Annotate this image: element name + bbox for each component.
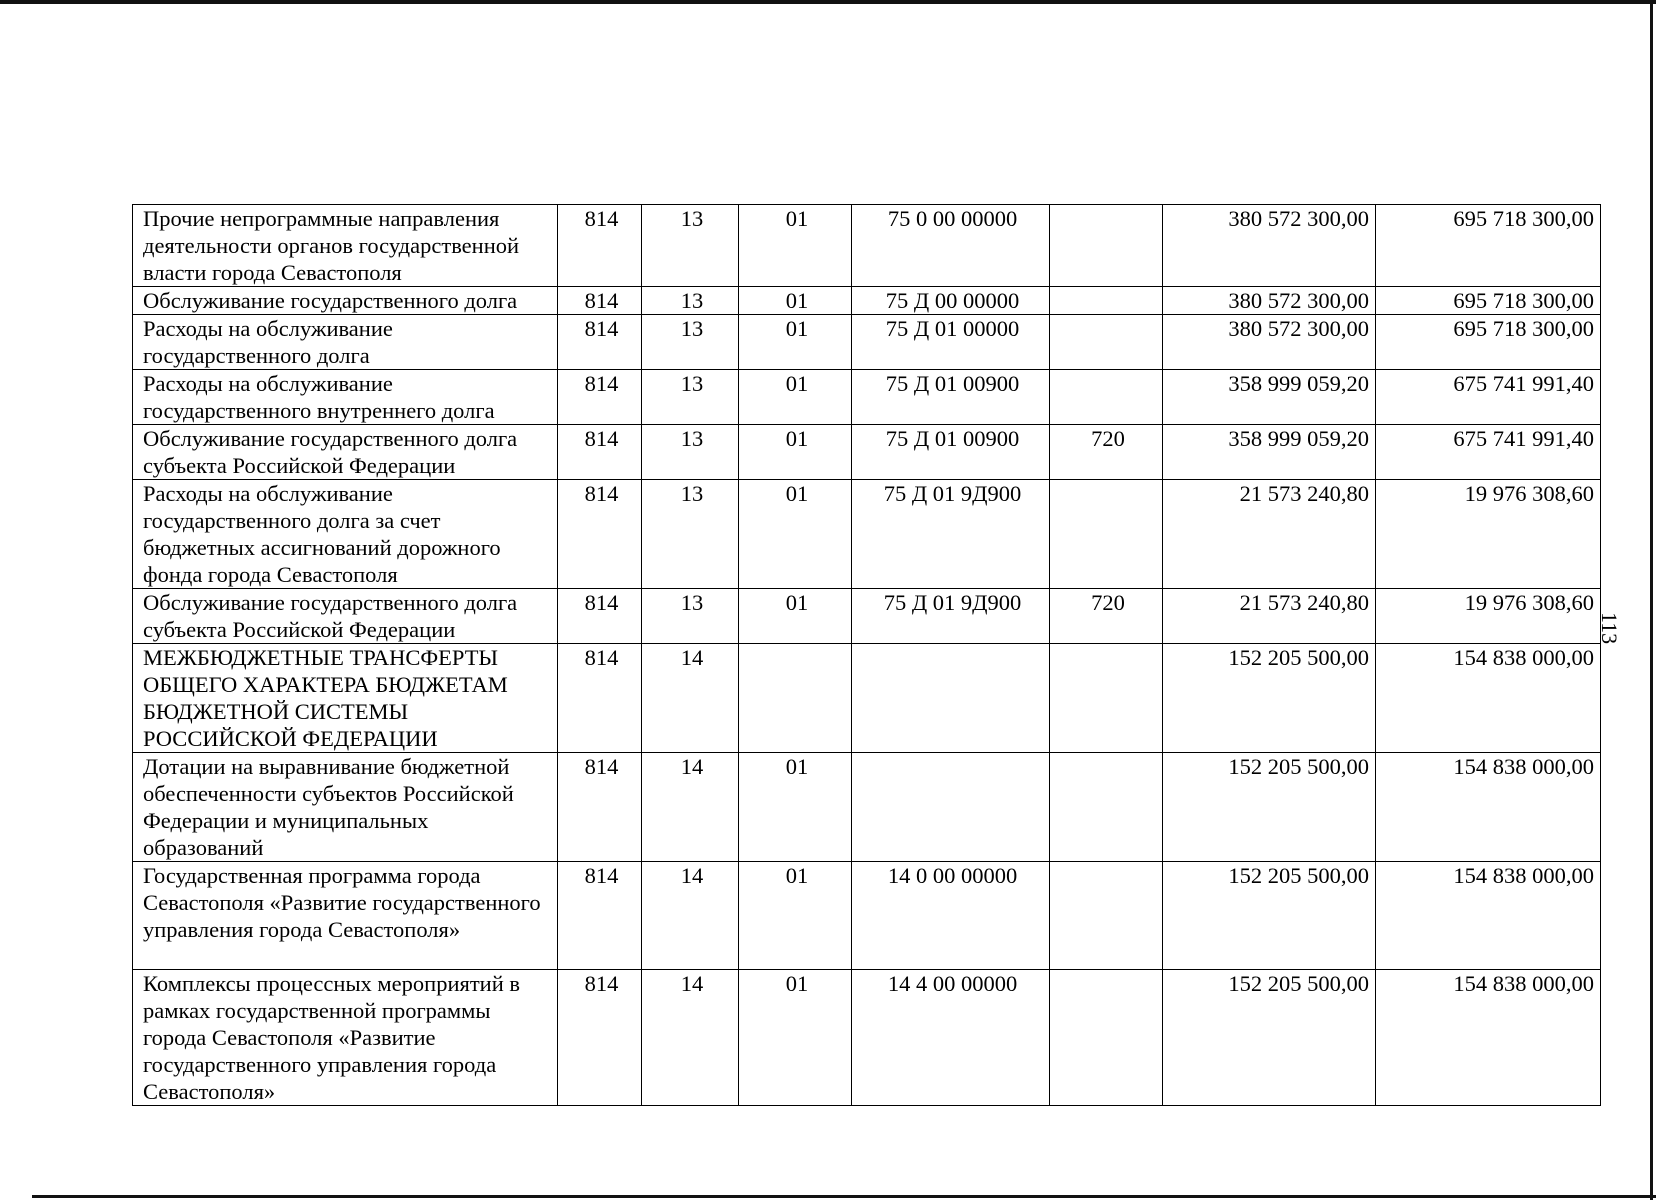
row-section-code: 13 [642, 205, 739, 287]
row-name: Обслуживание государственного долга субъекта Российской Федерации [133, 425, 558, 480]
row-target-code: 14 4 00 00000 [852, 970, 1050, 1106]
table-row [133, 205, 1601, 287]
row-name: Государственная программа города Севастополя «Развитие государственного управления города Севастополя» [133, 862, 558, 970]
row-sum-year2: 695 718 300,00 [1376, 287, 1601, 315]
row-name: Расходы на обслуживание государственного долга за счет бюджетных ассигнований дорожного фонда города Севастополя [133, 480, 558, 589]
row-sum-year2: 19 976 308,60 [1376, 589, 1601, 644]
row-section-code: 13 [642, 287, 739, 315]
row-sum-year2: 154 838 000,00 [1376, 970, 1601, 1106]
row-target-code: 75 Д 01 00900 [852, 425, 1050, 480]
row-target-code: 75 Д 01 9Д900 [852, 480, 1050, 589]
row-name: Обслуживание государственного долга субъекта Российской Федерации [133, 589, 558, 644]
row-sum-year2: 154 838 000,00 [1376, 862, 1601, 970]
row-sum-year1: 21 573 240,80 [1163, 589, 1376, 644]
row-subsection-code: 01 [739, 315, 852, 370]
row-section-code: 13 [642, 480, 739, 589]
row-subsection-code: 01 [739, 425, 852, 480]
row-subsection-code: 01 [739, 753, 852, 862]
row-target-code: 75 Д 01 00000 [852, 315, 1050, 370]
row-sum-year1: 380 572 300,00 [1163, 315, 1376, 370]
row-ministry-code: 814 [558, 589, 642, 644]
row-section-code: 13 [642, 315, 739, 370]
row-ministry-code: 814 [558, 753, 642, 862]
row-subsection-code: 01 [739, 480, 852, 589]
row-sum-year2: 19 976 308,60 [1376, 480, 1601, 589]
row-sum-year2: 695 718 300,00 [1376, 205, 1601, 287]
row-target-code: 75 0 00 00000 [852, 205, 1050, 287]
table-row [133, 644, 1601, 753]
row-sum-year2: 675 741 991,40 [1376, 425, 1601, 480]
row-target-code: 75 Д 01 9Д900 [852, 589, 1050, 644]
row-target-code [852, 753, 1050, 862]
row-sum-year1: 380 572 300,00 [1163, 205, 1376, 287]
budget-table [132, 204, 1601, 1106]
row-kind-code [1050, 970, 1163, 1106]
row-subsection-code: 01 [739, 970, 852, 1106]
row-kind-code: 720 [1050, 425, 1163, 480]
row-sum-year1: 21 573 240,80 [1163, 480, 1376, 589]
row-sum-year2: 675 741 991,40 [1376, 370, 1601, 425]
row-ministry-code: 814 [558, 370, 642, 425]
row-sum-year1: 358 999 059,20 [1163, 370, 1376, 425]
scan-top-edge [0, 0, 1656, 4]
row-kind-code [1050, 753, 1163, 862]
row-sum-year2: 154 838 000,00 [1376, 644, 1601, 753]
table-row [133, 970, 1601, 1106]
row-name: МЕЖБЮДЖЕТНЫЕ ТРАНСФЕРТЫ ОБЩЕГО ХАРАКТЕРА БЮДЖЕТАМ БЮДЖЕТНОЙ СИСТЕМЫ РОССИЙСКОЙ ФЕДЕРАЦИИ [133, 644, 558, 753]
row-ministry-code: 814 [558, 862, 642, 970]
scan-bottom-edge [32, 1195, 1656, 1198]
table-row [133, 589, 1601, 644]
row-ministry-code: 814 [558, 287, 642, 315]
row-subsection-code: 01 [739, 205, 852, 287]
row-sum-year2: 695 718 300,00 [1376, 315, 1601, 370]
table-row [133, 370, 1601, 425]
row-target-code: 75 Д 00 00000 [852, 287, 1050, 315]
row-subsection-code [739, 644, 852, 753]
row-sum-year1: 152 205 500,00 [1163, 753, 1376, 862]
row-kind-code [1050, 370, 1163, 425]
row-kind-code [1050, 480, 1163, 589]
row-section-code: 14 [642, 753, 739, 862]
row-sum-year1: 152 205 500,00 [1163, 862, 1376, 970]
row-ministry-code: 814 [558, 205, 642, 287]
row-kind-code [1050, 315, 1163, 370]
row-sum-year1: 152 205 500,00 [1163, 970, 1376, 1106]
row-name: Прочие непрограммные направления деятельности органов государственной власти города Севастополя [133, 205, 558, 287]
row-ministry-code: 814 [558, 425, 642, 480]
row-sum-year2: 154 838 000,00 [1376, 753, 1601, 862]
row-section-code: 13 [642, 370, 739, 425]
row-target-code [852, 644, 1050, 753]
row-name: Расходы на обслуживание государственного внутреннего долга [133, 370, 558, 425]
row-subsection-code: 01 [739, 370, 852, 425]
row-target-code: 14 0 00 00000 [852, 862, 1050, 970]
row-name: Расходы на обслуживание государственного долга [133, 315, 558, 370]
row-kind-code: 720 [1050, 589, 1163, 644]
row-subsection-code: 01 [739, 287, 852, 315]
row-name: Комплексы процессных мероприятий в рамках государственной программы города Севастополя «Развитие государственного управления города Севастополя» [133, 970, 558, 1106]
row-section-code: 14 [642, 970, 739, 1106]
row-ministry-code: 814 [558, 970, 642, 1106]
row-section-code: 14 [642, 644, 739, 753]
table-row [133, 480, 1601, 589]
row-sum-year1: 152 205 500,00 [1163, 644, 1376, 753]
row-section-code: 14 [642, 862, 739, 970]
table-row [133, 753, 1601, 862]
row-kind-code [1050, 644, 1163, 753]
row-kind-code [1050, 862, 1163, 970]
row-subsection-code: 01 [739, 589, 852, 644]
row-kind-code [1050, 287, 1163, 315]
table-row [133, 862, 1601, 970]
row-sum-year1: 380 572 300,00 [1163, 287, 1376, 315]
row-sum-year1: 358 999 059,20 [1163, 425, 1376, 480]
table-row [133, 287, 1601, 315]
row-subsection-code: 01 [739, 862, 852, 970]
row-ministry-code: 814 [558, 480, 642, 589]
page-number: 113 [1597, 612, 1622, 645]
row-name: Обслуживание государственного долга [133, 287, 558, 315]
row-section-code: 13 [642, 589, 739, 644]
row-target-code: 75 Д 01 00900 [852, 370, 1050, 425]
row-section-code: 13 [642, 425, 739, 480]
table-row [133, 315, 1601, 370]
row-kind-code [1050, 205, 1163, 287]
row-ministry-code: 814 [558, 644, 642, 753]
scan-right-edge [1650, 0, 1653, 1200]
row-name: Дотации на выравнивание бюджетной обеспеченности субъектов Российской Федерации и муниципальных образований [133, 753, 558, 862]
table-row [133, 425, 1601, 480]
row-ministry-code: 814 [558, 315, 642, 370]
